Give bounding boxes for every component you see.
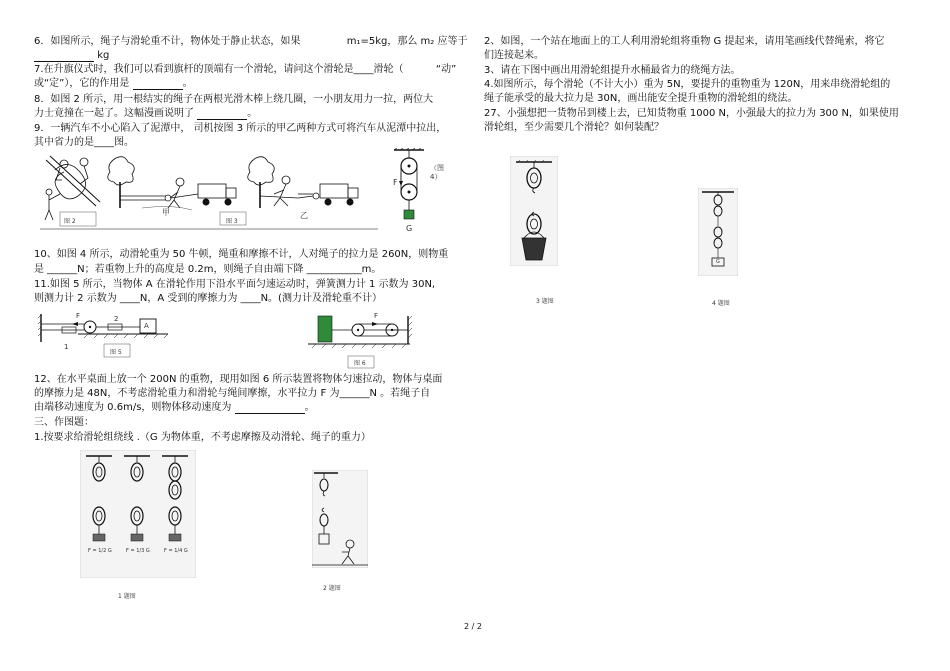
q9-line1: 9．一辆汽车不小心陷入了泥潭中， 司机按图 3 所示的甲乙两种方式可将汽车从泥潭中拉出，	[34, 123, 447, 134]
draw-q1-drawing	[80, 450, 196, 578]
right-q3-figure	[510, 156, 558, 266]
q6-answer-blank[interactable]	[34, 50, 94, 62]
q7-text-a: 7.在升旗仪式时，我们可以看到旗杆的顶端有一个滑轮，请问这个滑轮是____滑轮（	[34, 64, 404, 75]
figure-5-meter-2-label: 2	[114, 315, 119, 323]
right-q4-figure	[698, 188, 738, 276]
q9-line2: 其中省力的是____图。	[34, 137, 134, 148]
r4-line2: 绳子能承受的最大拉力是 30N，画出能安全提升重物的滑轮组的绕法。	[484, 93, 798, 104]
q6-text-a: 6．如图所示，绳子与滑轮重不计，物体处于静止状态，如果	[34, 36, 301, 47]
draw-q1-text: 1.按要求给滑轮组绕线 .（G 为物体重，不考虑摩擦及动滑轮、绳子的重力）	[34, 432, 371, 443]
figure-4-weight-label: G	[406, 224, 413, 233]
figure-5-meter-1-label: 1	[64, 343, 69, 351]
q12-line3: 由端移动速度为 0.6m/s，则物体移动速度为 。	[34, 402, 315, 413]
figure-5-drawing	[38, 310, 170, 360]
r3-line: 3、请在下图中画出用滑轮组提升水桶最省力的绕绳方法。	[484, 65, 741, 76]
q7-text-c: 或“定”），它的作用是	[34, 78, 130, 89]
page-number: 2 / 2	[464, 622, 482, 631]
q8-line2: 力士竟撞在一起了。这幅漫画说明了 。	[34, 108, 258, 119]
draw-q1-formula-1: F = 1/2 G	[88, 548, 112, 554]
figure-5-block-label: A	[144, 322, 149, 330]
q10-line1: 10、如图 4 所示，动滑轮重为 50 牛顿，绳重和摩擦不计，人对绳子的拉力是 260N，则物重	[34, 249, 449, 260]
r2-line2: 们连接起来。	[484, 50, 544, 61]
q7-text-b: “动”	[435, 64, 457, 75]
figure-6-force-label: F	[374, 312, 379, 320]
q12-line1: 12、在水平桌面上放一个 200N 的重物，现用如图 6 所示装置将物体匀速拉动，物体与桌面	[34, 374, 443, 385]
q6-text-b: m₁=5kg，那么 m₂ 应等于	[346, 36, 468, 47]
draw-q2-caption: 2 题图	[323, 585, 341, 592]
figure-6	[308, 310, 420, 370]
figure-3-label-yi: 乙	[300, 211, 308, 220]
q8-answer-blank[interactable]	[197, 108, 247, 120]
figure-3	[102, 150, 378, 230]
q12-text-c: 由端移动速度为 0.6m/s，则物体移动速度为	[34, 402, 232, 413]
r4-line1: 4.如图所示，每个滑轮（不计大小）重为 5N，要提升的重物重为 120N，用来串绕滑轮组的	[484, 79, 891, 90]
right-q3-caption: 3 题图	[536, 298, 554, 305]
q6-line1	[34, 35, 468, 48]
q8-text-b: 力士竟撞在一起了。这幅漫画说明了	[34, 108, 194, 119]
right-q3-drawing	[510, 156, 558, 266]
figure-4-caption: （图4）	[430, 164, 444, 181]
draw-q2-figure	[312, 470, 368, 568]
figure-2-caption: 图 2	[64, 218, 76, 225]
draw-q1-figure	[80, 450, 196, 578]
figure-4	[388, 148, 444, 236]
q11-line2: 则测力计 2 示数为 ____N，A 受到的摩擦力为 ____N。(测力计及滑轮重不计）	[34, 293, 382, 304]
q12-line2: 的摩擦力是 48N，不考虑滑轮重力和滑轮与绳间摩擦，水平拉力 F 为______N 。若绳子自	[34, 388, 431, 399]
figure-3-caption: 图 3	[226, 218, 238, 225]
right-q4-weight-label: G	[716, 259, 720, 265]
r27-line2: 滑轮组，至少需要几个滑轮？如何装配？	[484, 122, 664, 133]
q10-line2: 是 ______N；若重物上升的高度是 0.2m，则绳子自由端下降 ___________m。	[34, 264, 382, 275]
figure-6-caption: 图 6	[354, 360, 366, 367]
draw-q1-formula-3: F = 1/4 G	[164, 548, 188, 554]
figure-2	[40, 150, 102, 230]
right-q4-caption: 4 题图	[712, 300, 730, 307]
figure-3-drawing	[102, 150, 378, 230]
q12-answer-blank[interactable]	[235, 402, 305, 414]
q8-line1: 8．如图 2 所示，用一根结实的绳子在两根光滑木棒上绕几圈，一小朋友用力一拉，两位大	[34, 94, 434, 105]
section-3-heading: 三、作图题：	[34, 417, 94, 428]
q7-line1	[34, 63, 456, 76]
draw-q1-formula-2: F = 1/3 G	[126, 548, 150, 554]
r27-line1: 27、小强想把一货物吊到楼上去，已知货物重 1000 N，小强最大的拉力为 300 N，如果使用	[484, 108, 899, 119]
q7-line2: 或“定”），它的作用是 。	[34, 78, 193, 89]
figure-5	[38, 310, 170, 360]
figure-4-drawing	[388, 148, 444, 236]
q11-line1: 11.如图 5 所示，当物体 A 在滑轮作用下沿水平面匀速运动时，弹簧测力计 1 示数为 30N,	[34, 279, 436, 290]
q6-line2	[34, 49, 109, 62]
figure-3-label-jia: 甲	[162, 208, 170, 217]
figure-4-force-label: F	[393, 178, 398, 187]
q6-unit: kg	[97, 50, 110, 61]
draw-q2-drawing	[312, 470, 368, 568]
q7-answer-blank[interactable]	[133, 78, 183, 90]
figure-5-force-label: F	[76, 312, 81, 320]
r2-line1: 2、如图，一个站在地面上的工人利用滑轮组将重物 G 提起来，请用笔画线代替绳索，将它	[484, 36, 885, 47]
draw-q1-caption: 1 题图	[118, 593, 136, 600]
figure-5-caption: 图 5	[110, 349, 122, 356]
